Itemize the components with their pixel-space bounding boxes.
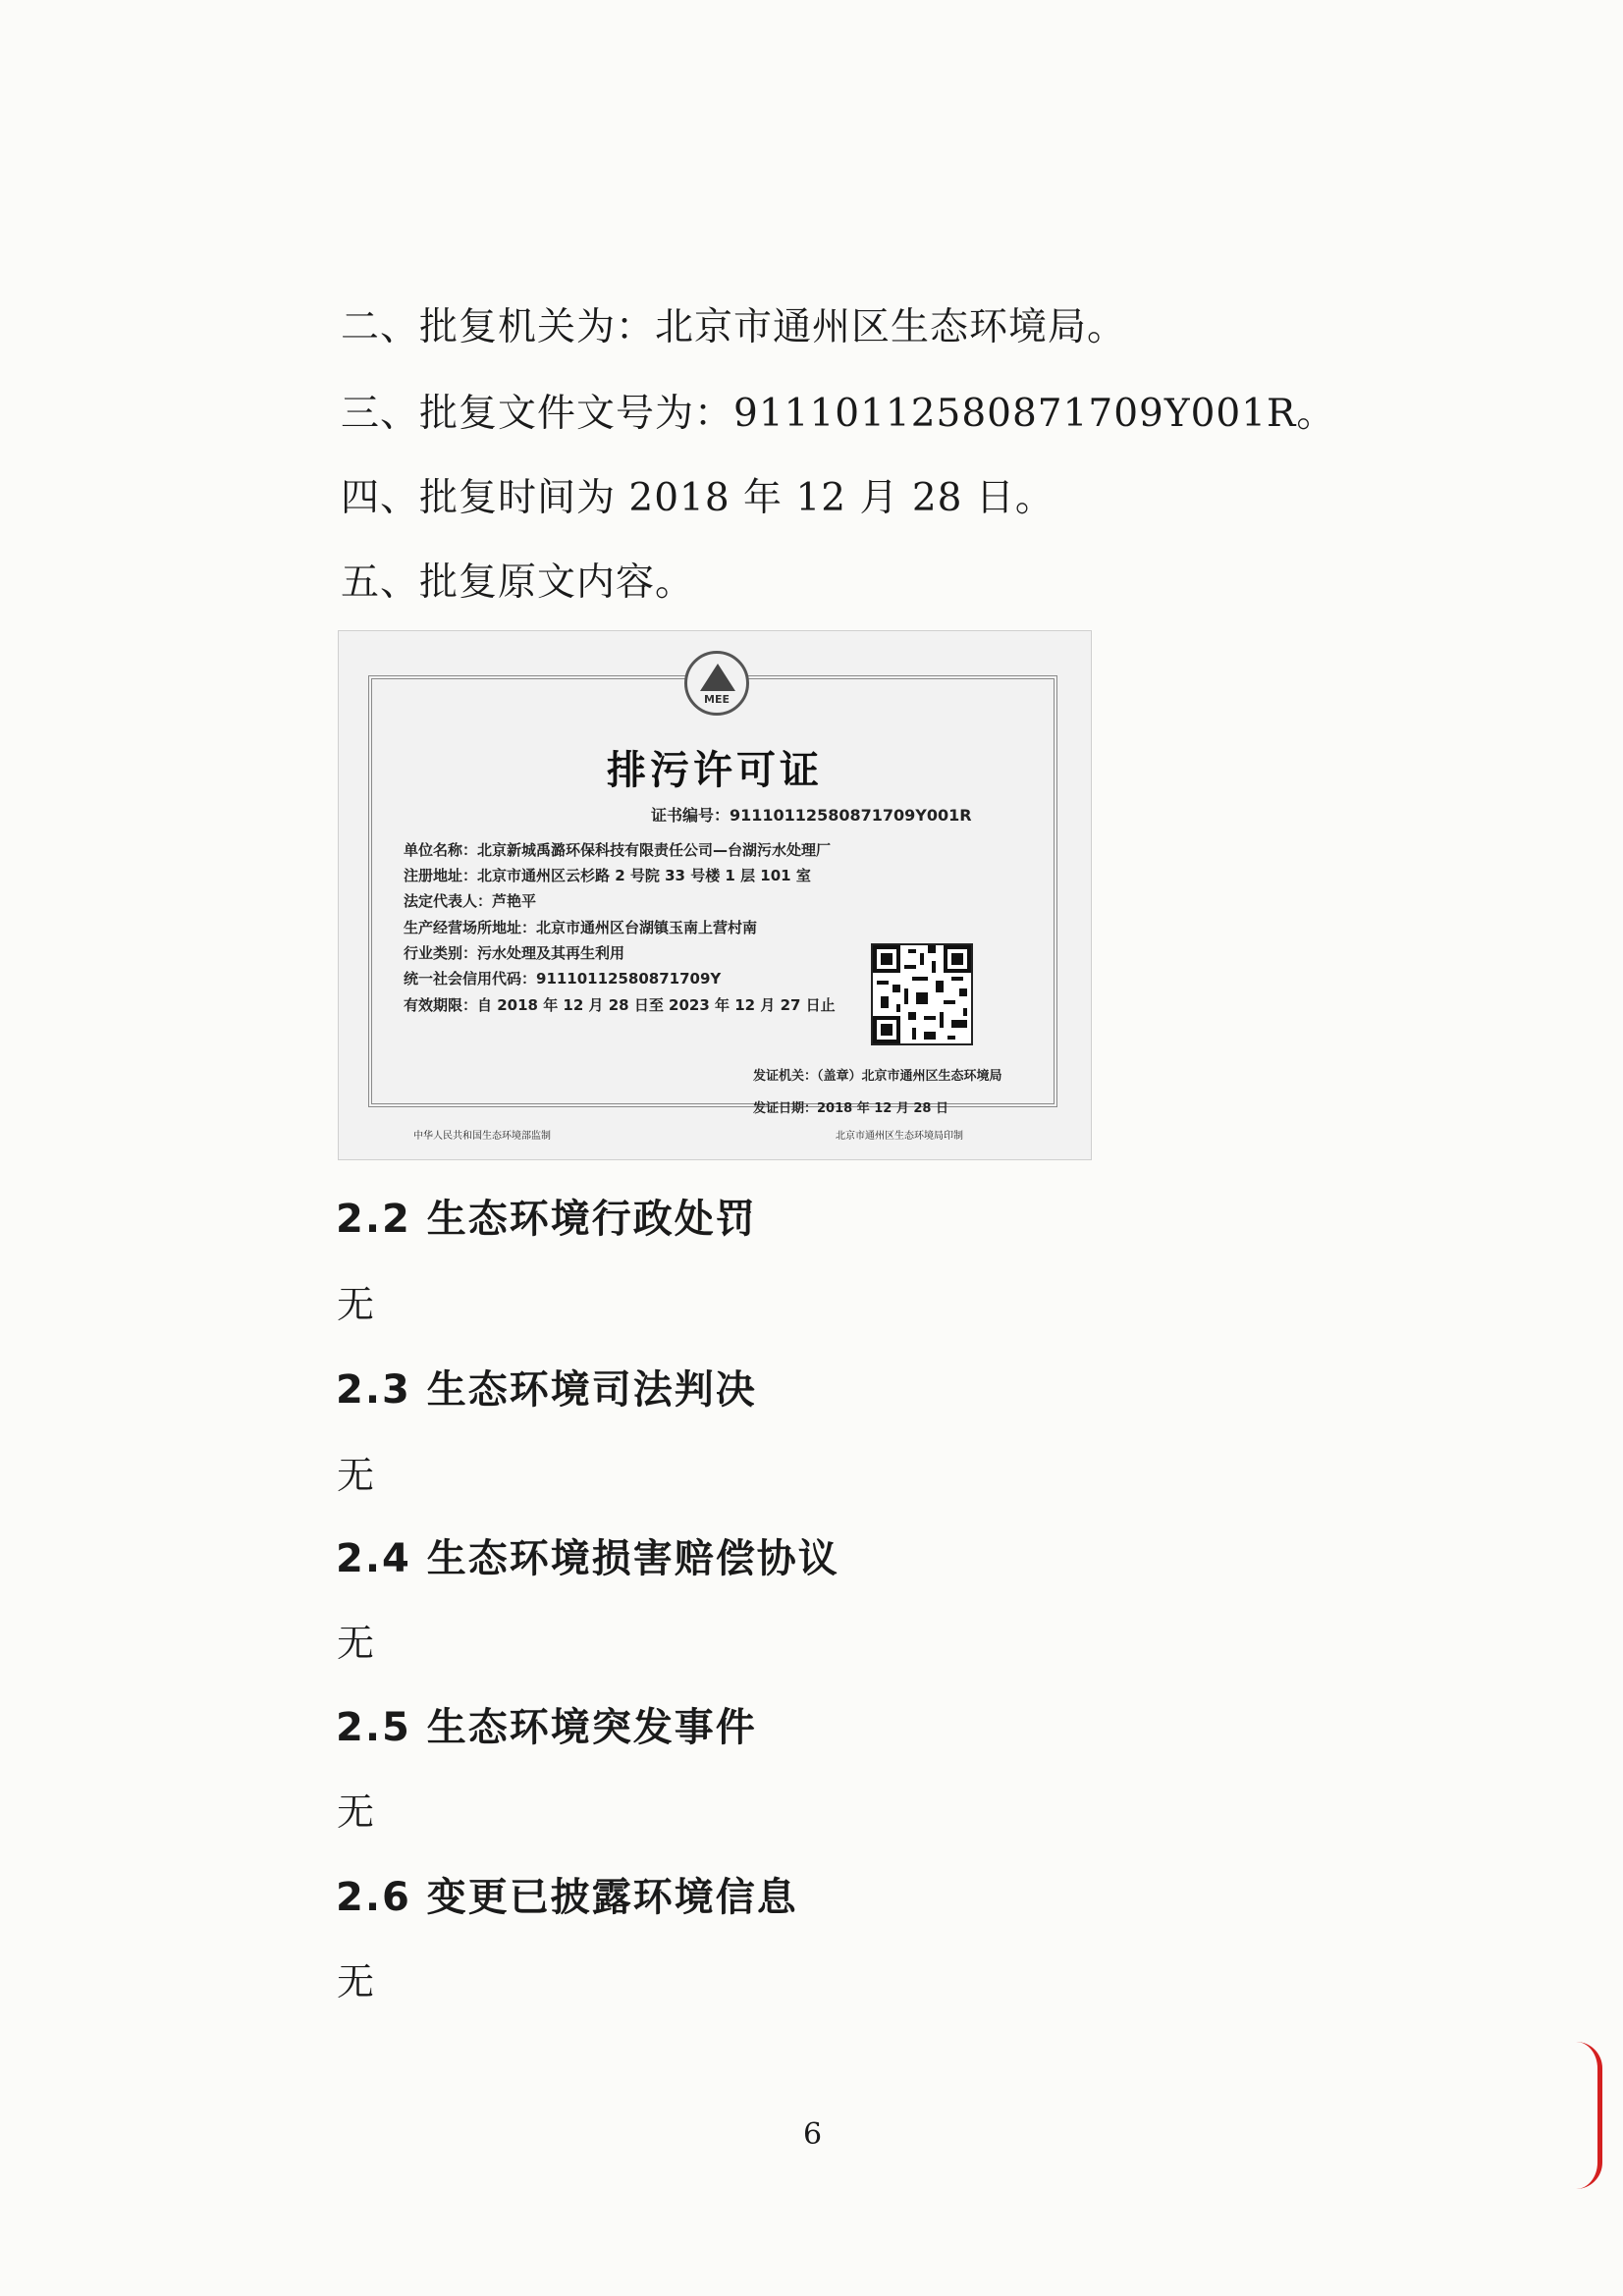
permit-certificate-image bbox=[338, 630, 1092, 1160]
certificate-reg-address: 注册地址：北京市通州区云杉路 2 号院 33 号楼 1 层 101 室 bbox=[404, 867, 811, 884]
certificate-site-address: 生产经营场所地址：北京市通州区台湖镇玉南上营村南 bbox=[404, 919, 758, 936]
red-margin-mark bbox=[1576, 2042, 1602, 2189]
section-heading: 2.6 变更已披露环境信息 bbox=[336, 1875, 798, 1920]
certificate-number: 证书编号：91110112580871709Y001R bbox=[651, 806, 972, 825]
certificate-unit-name: 单位名称：北京新城禹潞环保科技有限责任公司—台湖污水处理厂 bbox=[404, 841, 832, 859]
section-content: 无 bbox=[337, 1283, 375, 1326]
certificate-footer-left: 中华人民共和国生态环境部监制 bbox=[413, 1131, 551, 1142]
approval-date: 四、批复时间为 2018 年 12 月 28 日。 bbox=[341, 476, 1055, 520]
certificate-issue-date: 发证日期：2018 年 12 月 28 日 bbox=[753, 1101, 948, 1116]
approval-doc-number: 三、批复文件文号为：91110112580871709Y001R。 bbox=[341, 392, 1336, 436]
qr-code-icon bbox=[871, 943, 973, 1045]
section-content: 无 bbox=[337, 1454, 375, 1497]
certificate-legal-rep: 法定代表人：芦艳平 bbox=[404, 892, 537, 910]
section-content: 无 bbox=[337, 1790, 375, 1834]
mee-emblem-icon: MEE bbox=[684, 651, 749, 716]
section-heading: 2.5 生态环境突发事件 bbox=[336, 1705, 757, 1750]
approval-authority: 二、批复机关为：北京市通州区生态环境局。 bbox=[341, 305, 1127, 349]
section-heading: 2.2 生态环境行政处罚 bbox=[336, 1197, 757, 1242]
certificate-credit-code: 统一社会信用代码：91110112580871709Y bbox=[404, 970, 722, 988]
section-heading: 2.3 生态环境司法判决 bbox=[336, 1367, 757, 1413]
certificate-title: 排污许可证 bbox=[607, 748, 823, 793]
certificate-validity: 有效期限：自 2018 年 12 月 28 日至 2023 年 12 月 27 日止 bbox=[404, 996, 836, 1014]
section-content: 无 bbox=[337, 1960, 375, 2003]
page-number: 6 bbox=[803, 2117, 823, 2152]
approval-content-label: 五、批复原文内容。 bbox=[341, 561, 695, 605]
certificate-industry: 行业类别：污水处理及其再生利用 bbox=[404, 944, 625, 962]
section-content: 无 bbox=[337, 1622, 375, 1665]
section-heading: 2.4 生态环境损害赔偿协议 bbox=[336, 1536, 839, 1581]
certificate-footer-right: 北京市通州区生态环境局印制 bbox=[836, 1131, 963, 1142]
certificate-issuer: 发证机关：（盖章）北京市通州区生态环境局 bbox=[753, 1069, 1002, 1084]
